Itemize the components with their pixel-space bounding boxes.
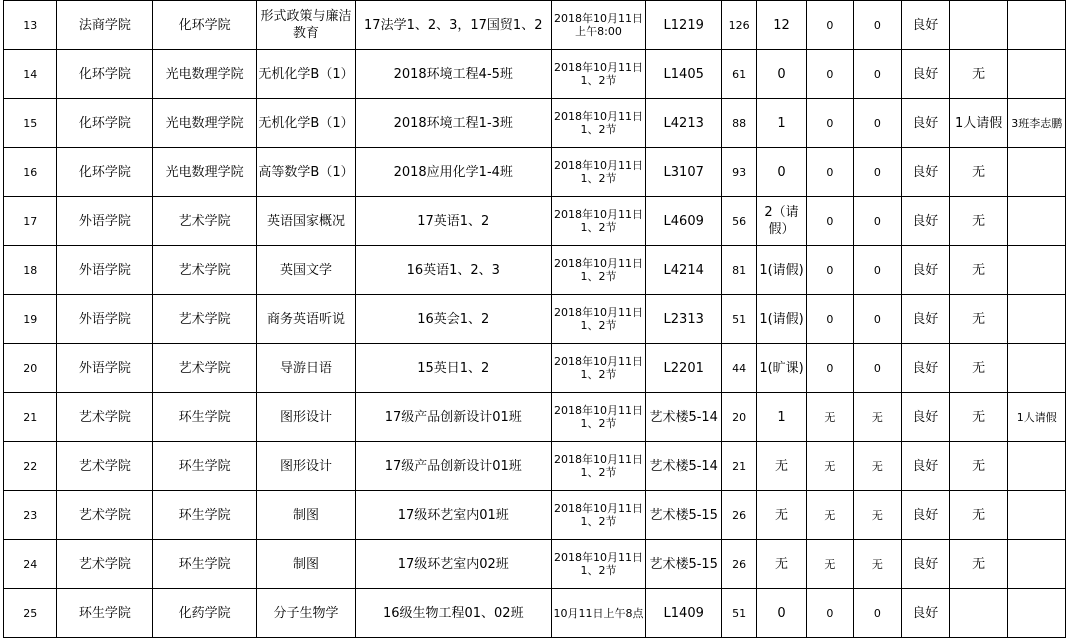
absent-count-cell: 12 <box>757 1 806 50</box>
course-name-cell: 图形设计 <box>257 393 356 442</box>
inspecting-college-cell: 化药学院 <box>153 589 257 638</box>
inspected-college-cell: 艺术学院 <box>57 540 153 589</box>
course-name-cell: 无机化学B（1） <box>257 99 356 148</box>
class-time-cell: 2018年10月11日1、2节 <box>551 393 646 442</box>
remarks-cell <box>949 1 1007 50</box>
discipline-status-cell: 良好 <box>901 540 949 589</box>
row-number-cell: 25 <box>4 589 57 638</box>
course-name-cell: 导游日语 <box>257 344 356 393</box>
remarks-cell: 无 <box>949 50 1007 99</box>
table-row <box>4 148 1066 197</box>
row-number-cell: 18 <box>4 246 57 295</box>
discipline-status-cell: 良好 <box>901 1 949 50</box>
classroom-cell: L1219 <box>646 1 722 50</box>
course-name-cell: 形式政策与廉洁教育 <box>257 1 356 50</box>
late-count-cell: 0 <box>806 589 853 638</box>
notes-cell <box>1008 540 1066 589</box>
student-count-cell: 56 <box>722 197 757 246</box>
course-name-cell: 图形设计 <box>257 442 356 491</box>
early-leave-count-cell: 0 <box>854 246 901 295</box>
table-row <box>4 589 1066 638</box>
notes-cell <box>1008 295 1066 344</box>
student-count-cell: 21 <box>722 442 757 491</box>
class-time-cell: 2018年10月11日1、2节 <box>551 491 646 540</box>
table-row <box>4 393 1066 442</box>
inspecting-college-cell: 光电数理学院 <box>153 148 257 197</box>
early-leave-count-cell: 0 <box>854 50 901 99</box>
course-name-cell: 制图 <box>257 491 356 540</box>
class-time-cell: 2018年10月11日1、2节 <box>551 246 646 295</box>
inspected-college-cell: 法商学院 <box>57 1 153 50</box>
inspected-college-cell: 艺术学院 <box>57 442 153 491</box>
class-name-cell: 17英语1、2 <box>355 197 551 246</box>
student-count-cell: 26 <box>722 491 757 540</box>
early-leave-count-cell: 无 <box>854 393 901 442</box>
class-time-cell: 2018年10月11日1、2节 <box>551 540 646 589</box>
inspecting-college-cell: 光电数理学院 <box>153 50 257 99</box>
early-leave-count-cell: 0 <box>854 589 901 638</box>
inspecting-college-cell: 环生学院 <box>153 540 257 589</box>
class-time-cell: 2018年10月11日上午8:00 <box>551 1 646 50</box>
student-count-cell: 20 <box>722 393 757 442</box>
early-leave-count-cell: 无 <box>854 491 901 540</box>
table-body <box>4 1 1066 638</box>
classroom-cell: 艺术楼5-15 <box>646 540 722 589</box>
discipline-status-cell: 良好 <box>901 197 949 246</box>
table-row <box>4 50 1066 99</box>
early-leave-count-cell: 0 <box>854 1 901 50</box>
discipline-status-cell: 良好 <box>901 344 949 393</box>
course-name-cell: 英语国家概况 <box>257 197 356 246</box>
student-count-cell: 81 <box>722 246 757 295</box>
notes-cell <box>1008 1 1066 50</box>
late-count-cell: 无 <box>806 491 853 540</box>
notes-cell <box>1008 197 1066 246</box>
inspected-college-cell: 化环学院 <box>57 148 153 197</box>
late-count-cell: 无 <box>806 540 853 589</box>
remarks-cell: 无 <box>949 246 1007 295</box>
early-leave-count-cell: 0 <box>854 344 901 393</box>
course-name-cell: 分子生物学 <box>257 589 356 638</box>
course-name-cell: 商务英语听说 <box>257 295 356 344</box>
discipline-status-cell: 良好 <box>901 246 949 295</box>
row-number-cell: 13 <box>4 1 57 50</box>
row-number-cell: 24 <box>4 540 57 589</box>
row-number-cell: 14 <box>4 50 57 99</box>
classroom-cell: L4609 <box>646 197 722 246</box>
class-name-cell: 17级产品创新设计01班 <box>355 442 551 491</box>
classroom-cell: L2201 <box>646 344 722 393</box>
remarks-cell: 1人请假 <box>949 99 1007 148</box>
late-count-cell: 无 <box>806 442 853 491</box>
student-count-cell: 44 <box>722 344 757 393</box>
inspecting-college-cell: 艺术学院 <box>153 295 257 344</box>
table-row <box>4 246 1066 295</box>
remarks-cell: 无 <box>949 295 1007 344</box>
inspecting-college-cell: 艺术学院 <box>153 344 257 393</box>
class-name-cell: 17级环艺室内02班 <box>355 540 551 589</box>
table-row <box>4 99 1066 148</box>
row-number-cell: 16 <box>4 148 57 197</box>
classroom-cell: 艺术楼5-15 <box>646 491 722 540</box>
course-name-cell: 无机化学B（1） <box>257 50 356 99</box>
absent-count-cell: 1 <box>757 99 806 148</box>
late-count-cell: 无 <box>806 393 853 442</box>
class-time-cell: 2018年10月11日1、2节 <box>551 50 646 99</box>
table-row <box>4 1 1066 50</box>
class-time-cell: 2018年10月11日1、2节 <box>551 295 646 344</box>
classroom-cell: L2313 <box>646 295 722 344</box>
classroom-cell: 艺术楼5-14 <box>646 442 722 491</box>
late-count-cell: 0 <box>806 148 853 197</box>
classroom-cell: L3107 <box>646 148 722 197</box>
inspected-college-cell: 化环学院 <box>57 50 153 99</box>
remarks-cell: 无 <box>949 393 1007 442</box>
class-name-cell: 2018环境工程1-3班 <box>355 99 551 148</box>
inspected-college-cell: 环生学院 <box>57 589 153 638</box>
absent-count-cell: 无 <box>757 491 806 540</box>
student-count-cell: 88 <box>722 99 757 148</box>
absent-count-cell: 0 <box>757 589 806 638</box>
classroom-cell: L4214 <box>646 246 722 295</box>
class-time-cell: 2018年10月11日1、2节 <box>551 197 646 246</box>
inspecting-college-cell: 化环学院 <box>153 1 257 50</box>
inspecting-college-cell: 环生学院 <box>153 491 257 540</box>
remarks-cell: 无 <box>949 344 1007 393</box>
table-row <box>4 295 1066 344</box>
remarks-cell: 无 <box>949 491 1007 540</box>
student-count-cell: 51 <box>722 295 757 344</box>
course-name-cell: 制图 <box>257 540 356 589</box>
row-number-cell: 23 <box>4 491 57 540</box>
notes-cell <box>1008 246 1066 295</box>
early-leave-count-cell: 无 <box>854 442 901 491</box>
remarks-cell: 无 <box>949 197 1007 246</box>
discipline-status-cell: 良好 <box>901 442 949 491</box>
row-number-cell: 17 <box>4 197 57 246</box>
early-leave-count-cell: 0 <box>854 197 901 246</box>
inspecting-college-cell: 艺术学院 <box>153 246 257 295</box>
row-number-cell: 19 <box>4 295 57 344</box>
late-count-cell: 0 <box>806 99 853 148</box>
remarks-cell: 无 <box>949 540 1007 589</box>
discipline-status-cell: 良好 <box>901 491 949 540</box>
discipline-status-cell: 良好 <box>901 393 949 442</box>
class-name-cell: 2018环境工程4-5班 <box>355 50 551 99</box>
class-name-cell: 2018应用化学1-4班 <box>355 148 551 197</box>
table-row <box>4 442 1066 491</box>
row-number-cell: 15 <box>4 99 57 148</box>
class-time-cell: 2018年10月11日1、2节 <box>551 344 646 393</box>
late-count-cell: 0 <box>806 246 853 295</box>
absent-count-cell: 1(请假) <box>757 246 806 295</box>
early-leave-count-cell: 0 <box>854 99 901 148</box>
inspected-college-cell: 外语学院 <box>57 197 153 246</box>
classroom-cell: L1405 <box>646 50 722 99</box>
table-row <box>4 540 1066 589</box>
class-name-cell: 16英会1、2 <box>355 295 551 344</box>
inspecting-college-cell: 环生学院 <box>153 393 257 442</box>
inspecting-college-cell: 光电数理学院 <box>153 99 257 148</box>
class-name-cell: 17法学1、2、3，17国贸1、2 <box>355 1 551 50</box>
class-name-cell: 17级产品创新设计01班 <box>355 393 551 442</box>
inspection-table <box>3 0 1066 638</box>
table-row <box>4 197 1066 246</box>
inspected-college-cell: 艺术学院 <box>57 393 153 442</box>
discipline-status-cell: 良好 <box>901 589 949 638</box>
discipline-status-cell: 良好 <box>901 50 949 99</box>
absent-count-cell: 无 <box>757 540 806 589</box>
inspected-college-cell: 化环学院 <box>57 99 153 148</box>
absent-count-cell: 无 <box>757 442 806 491</box>
absent-count-cell: 1(请假) <box>757 295 806 344</box>
student-count-cell: 26 <box>722 540 757 589</box>
absent-count-cell: 0 <box>757 148 806 197</box>
class-name-cell: 15英日1、2 <box>355 344 551 393</box>
row-number-cell: 22 <box>4 442 57 491</box>
inspected-college-cell: 外语学院 <box>57 295 153 344</box>
inspecting-college-cell: 艺术学院 <box>153 197 257 246</box>
inspected-college-cell: 外语学院 <box>57 344 153 393</box>
table-row <box>4 491 1066 540</box>
late-count-cell: 0 <box>806 50 853 99</box>
class-time-cell: 10月11日上午8点 <box>551 589 646 638</box>
inspected-college-cell: 艺术学院 <box>57 491 153 540</box>
notes-cell <box>1008 344 1066 393</box>
late-count-cell: 0 <box>806 295 853 344</box>
absent-count-cell: 1(旷课) <box>757 344 806 393</box>
late-count-cell: 0 <box>806 344 853 393</box>
notes-cell: 3班李志鹏 <box>1008 99 1066 148</box>
discipline-status-cell: 良好 <box>901 99 949 148</box>
early-leave-count-cell: 无 <box>854 540 901 589</box>
absent-count-cell: 0 <box>757 50 806 99</box>
class-name-cell: 16级生物工程01、02班 <box>355 589 551 638</box>
notes-cell <box>1008 442 1066 491</box>
discipline-status-cell: 良好 <box>901 148 949 197</box>
remarks-cell: 无 <box>949 148 1007 197</box>
early-leave-count-cell: 0 <box>854 148 901 197</box>
remarks-cell: 无 <box>949 442 1007 491</box>
discipline-status-cell: 良好 <box>901 295 949 344</box>
early-leave-count-cell: 0 <box>854 295 901 344</box>
course-name-cell: 高等数学B（1） <box>257 148 356 197</box>
table-row <box>4 344 1066 393</box>
row-number-cell: 20 <box>4 344 57 393</box>
absent-count-cell: 2（请假） <box>757 197 806 246</box>
student-count-cell: 51 <box>722 589 757 638</box>
student-count-cell: 93 <box>722 148 757 197</box>
inspecting-college-cell: 环生学院 <box>153 442 257 491</box>
student-count-cell: 126 <box>722 1 757 50</box>
row-number-cell: 21 <box>4 393 57 442</box>
notes-cell <box>1008 50 1066 99</box>
class-time-cell: 2018年10月11日1、2节 <box>551 442 646 491</box>
class-name-cell: 17级环艺室内01班 <box>355 491 551 540</box>
inspected-college-cell: 外语学院 <box>57 246 153 295</box>
class-name-cell: 16英语1、2、3 <box>355 246 551 295</box>
notes-cell <box>1008 589 1066 638</box>
notes-cell <box>1008 491 1066 540</box>
class-time-cell: 2018年10月11日1、2节 <box>551 148 646 197</box>
notes-cell <box>1008 148 1066 197</box>
classroom-cell: L4213 <box>646 99 722 148</box>
remarks-cell <box>949 589 1007 638</box>
class-time-cell: 2018年10月11日1、2节 <box>551 99 646 148</box>
classroom-cell: L1409 <box>646 589 722 638</box>
absent-count-cell: 1 <box>757 393 806 442</box>
course-name-cell: 英国文学 <box>257 246 356 295</box>
late-count-cell: 0 <box>806 197 853 246</box>
late-count-cell: 0 <box>806 1 853 50</box>
classroom-cell: 艺术楼5-14 <box>646 393 722 442</box>
student-count-cell: 61 <box>722 50 757 99</box>
notes-cell: 1人请假 <box>1008 393 1066 442</box>
